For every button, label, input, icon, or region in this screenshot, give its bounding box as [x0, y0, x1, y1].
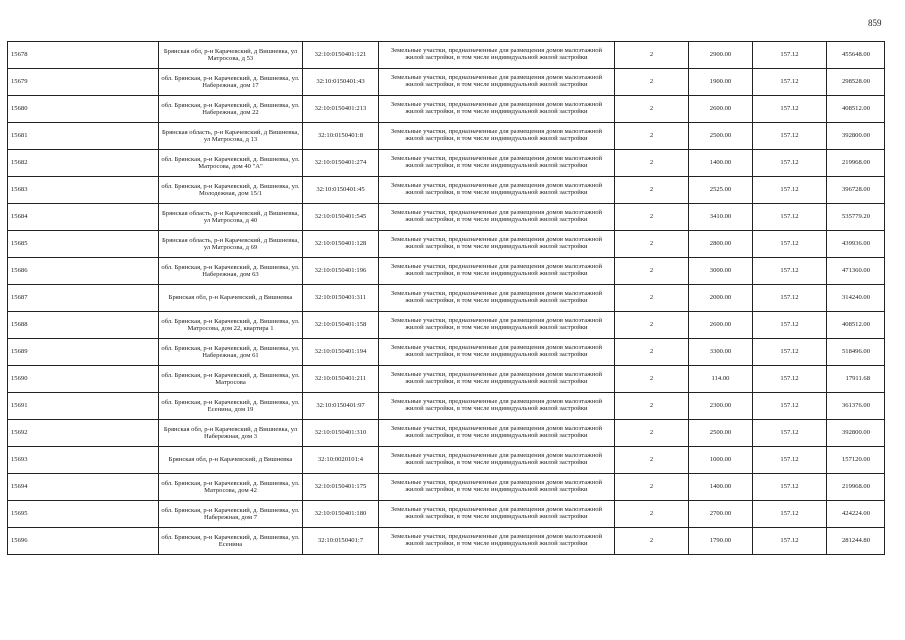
- parcel-area: 2600.00: [689, 312, 753, 339]
- cadastral-number: 32:10:0150401:175: [303, 474, 379, 501]
- cadastral-value: 408512.00: [827, 96, 885, 123]
- cadastral-value: 439936.00: [827, 231, 885, 258]
- cadastral-number: 32:10:0150401:180: [303, 501, 379, 528]
- group-code: 2: [615, 150, 689, 177]
- cadastral-number: 32:10:0150401:211: [303, 366, 379, 393]
- specific-value: 157.12: [753, 150, 827, 177]
- table-row: [8, 69, 885, 96]
- specific-value: 157.12: [753, 177, 827, 204]
- parcel-area: 2900.00: [689, 42, 753, 69]
- table-row: [8, 312, 885, 339]
- permitted-use: Земельные участки, предназначенные для размещения домов малоэтажной жилой застройки, в том числе индивидуальной жилой застройки: [379, 501, 615, 528]
- specific-value: 157.12: [753, 204, 827, 231]
- group-code: 2: [615, 285, 689, 312]
- parcel-area: 1000.00: [689, 447, 753, 474]
- group-code: 2: [615, 96, 689, 123]
- permitted-use: Земельные участки, предназначенные для размещения домов малоэтажной жилой застройки, в том числе индивидуальной жилой застройки: [379, 528, 615, 555]
- table-row: [8, 204, 885, 231]
- cadastral-number: 32:10:0150401:310: [303, 420, 379, 447]
- specific-value: 157.12: [753, 258, 827, 285]
- cadastral-number: 32:10:0150401:97: [303, 393, 379, 420]
- parcel-area: 1400.00: [689, 474, 753, 501]
- parcel-address: обл. Брянская, р-н Карачевский, д. Вишневка, ул. Матросова, дом 42: [159, 474, 303, 501]
- table-row: [8, 447, 885, 474]
- specific-value: 157.12: [753, 366, 827, 393]
- cadastral-number: 32:10:0150401:194: [303, 339, 379, 366]
- specific-value: 157.12: [753, 312, 827, 339]
- parcel-address: обл. Брянская, р-н Карачевский, д. Вишневка, ул. Есенина, дом 19: [159, 393, 303, 420]
- table-row: [8, 393, 885, 420]
- row-number: 15684: [8, 204, 159, 231]
- parcel-area: 1900.00: [689, 69, 753, 96]
- row-number: 15685: [8, 231, 159, 258]
- specific-value: 157.12: [753, 123, 827, 150]
- specific-value: 157.12: [753, 339, 827, 366]
- cadastral-number: 32:10:0150401:311: [303, 285, 379, 312]
- group-code: 2: [615, 393, 689, 420]
- cadastral-value: 361376.00: [827, 393, 885, 420]
- group-code: 2: [615, 204, 689, 231]
- parcel-address: обл. Брянская, р-н Карачевский, д. Вишневка, ул. Матросова, дом 40 "А": [159, 150, 303, 177]
- cadastral-value: 281244.80: [827, 528, 885, 555]
- row-number: 15678: [8, 42, 159, 69]
- row-number: 15679: [8, 69, 159, 96]
- row-number: 15691: [8, 393, 159, 420]
- group-code: 2: [615, 258, 689, 285]
- parcel-address: Брянская обл, р-н Карачевский, д Вишневка: [159, 285, 303, 312]
- table-row: [8, 501, 885, 528]
- row-number: 15693: [8, 447, 159, 474]
- cadastral-number: 32:10:0150401:274: [303, 150, 379, 177]
- cadastral-number: 32:10:0150401:8: [303, 123, 379, 150]
- group-code: 2: [615, 501, 689, 528]
- table-body: [8, 42, 885, 555]
- row-number: 15694: [8, 474, 159, 501]
- group-code: 2: [615, 42, 689, 69]
- specific-value: 157.12: [753, 447, 827, 474]
- table-row: [8, 366, 885, 393]
- parcel-area: 2525.00: [689, 177, 753, 204]
- parcel-address: обл. Брянская, р-н Карачевский, д. Вишневка, ул. Матросова: [159, 366, 303, 393]
- permitted-use: Земельные участки, предназначенные для размещения домов малоэтажной жилой застройки, в том числе индивидуальной жилой застройки: [379, 96, 615, 123]
- specific-value: 157.12: [753, 285, 827, 312]
- parcel-area: 3000.00: [689, 258, 753, 285]
- group-code: 2: [615, 177, 689, 204]
- table-row: [8, 474, 885, 501]
- row-number: 15681: [8, 123, 159, 150]
- parcel-address: обл. Брянская, р-н Карачевский, д. Вишневка, ул. Набережная, дом 22: [159, 96, 303, 123]
- parcel-area: 1790.00: [689, 528, 753, 555]
- specific-value: 157.12: [753, 231, 827, 258]
- cadastral-value: 535779.20: [827, 204, 885, 231]
- parcel-address: обл. Брянская, р-н Карачевский, д. Вишневка, ул. Молодежная, дом 15/1: [159, 177, 303, 204]
- table-row: [8, 231, 885, 258]
- permitted-use: Земельные участки, предназначенные для размещения домов малоэтажной жилой застройки, в том числе индивидуальной жилой застройки: [379, 123, 615, 150]
- table-row: [8, 258, 885, 285]
- cadastral-number: 32:10:0150401:128: [303, 231, 379, 258]
- group-code: 2: [615, 312, 689, 339]
- specific-value: 157.12: [753, 96, 827, 123]
- permitted-use: Земельные участки, предназначенные для размещения домов малоэтажной жилой застройки, в том числе индивидуальной жилой застройки: [379, 42, 615, 69]
- cadastral-number: 32:10:0150401:43: [303, 69, 379, 96]
- cadastral-value: 455648.00: [827, 42, 885, 69]
- cadastral-value: 17911.68: [827, 366, 885, 393]
- cadastral-value: 392800.00: [827, 123, 885, 150]
- parcel-area: 2500.00: [689, 420, 753, 447]
- cadastral-value: 408512.00: [827, 312, 885, 339]
- specific-value: 157.12: [753, 420, 827, 447]
- row-number: 15688: [8, 312, 159, 339]
- parcel-area: 2600.00: [689, 96, 753, 123]
- permitted-use: Земельные участки, предназначенные для размещения домов малоэтажной жилой застройки, в том числе индивидуальной жилой застройки: [379, 312, 615, 339]
- specific-value: 157.12: [753, 528, 827, 555]
- row-number: 15692: [8, 420, 159, 447]
- row-number: 15689: [8, 339, 159, 366]
- permitted-use: Земельные участки, предназначенные для размещения домов малоэтажной жилой застройки, в том числе индивидуальной жилой застройки: [379, 420, 615, 447]
- table-row: [8, 528, 885, 555]
- row-number: 15682: [8, 150, 159, 177]
- cadastral-value: 298528.00: [827, 69, 885, 96]
- cadastral-number: 32:10:0150401:213: [303, 96, 379, 123]
- table-row: [8, 42, 885, 69]
- cadastral-number: 32:10:0150401:45: [303, 177, 379, 204]
- cadastral-value: 219968.00: [827, 150, 885, 177]
- specific-value: 157.12: [753, 501, 827, 528]
- cadastral-value: 518496.00: [827, 339, 885, 366]
- parcel-area: 2700.00: [689, 501, 753, 528]
- cadastral-number: 32:10:0020101:4: [303, 447, 379, 474]
- parcel-address: обл. Брянская, р-н Карачевский, д. Вишневка, ул. Набережная, дом 17: [159, 69, 303, 96]
- parcel-area: 2800.00: [689, 231, 753, 258]
- group-code: 2: [615, 123, 689, 150]
- cadastral-value: 392800.00: [827, 420, 885, 447]
- specific-value: 157.12: [753, 474, 827, 501]
- permitted-use: Земельные участки, предназначенные для размещения домов малоэтажной жилой застройки, в том числе индивидуальной жилой застройки: [379, 231, 615, 258]
- permitted-use: Земельные участки, предназначенные для размещения домов малоэтажной жилой застройки, в том числе индивидуальной жилой застройки: [379, 393, 615, 420]
- table-row: [8, 123, 885, 150]
- parcel-address: Брянская обл, р-н Карачевский, д Вишневка, ул Матросова, д 53: [159, 42, 303, 69]
- row-number: 15687: [8, 285, 159, 312]
- permitted-use: Земельные участки, предназначенные для размещения домов малоэтажной жилой застройки, в том числе индивидуальной жилой застройки: [379, 339, 615, 366]
- permitted-use: Земельные участки, предназначенные для размещения домов малоэтажной жилой застройки, в том числе индивидуальной жилой застройки: [379, 285, 615, 312]
- table-row: [8, 177, 885, 204]
- parcel-address: Брянская обл, р-н Карачевский, д Вишневка, ул Набережная, дом 3: [159, 420, 303, 447]
- land-parcel-table: [7, 41, 885, 555]
- group-code: 2: [615, 420, 689, 447]
- specific-value: 157.12: [753, 393, 827, 420]
- permitted-use: Земельные участки, предназначенные для размещения домов малоэтажной жилой застройки, в том числе индивидуальной жилой застройки: [379, 366, 615, 393]
- cadastral-number: 32:10:0150401:158: [303, 312, 379, 339]
- cadastral-value: 314240.00: [827, 285, 885, 312]
- row-number: 15680: [8, 96, 159, 123]
- cadastral-number: 32:10:0150401:545: [303, 204, 379, 231]
- cadastral-number: 32:10:0150401:196: [303, 258, 379, 285]
- cadastral-number: 32:10:0150401:7: [303, 528, 379, 555]
- cadastral-value: 157120.00: [827, 447, 885, 474]
- cadastral-value: 424224.00: [827, 501, 885, 528]
- cadastral-value: 219968.00: [827, 474, 885, 501]
- row-number: 15695: [8, 501, 159, 528]
- table-row: [8, 150, 885, 177]
- parcel-address: Брянская область, р-н Карачевский, д Вишневка, ул Матросова, д 13: [159, 123, 303, 150]
- parcel-area: 3300.00: [689, 339, 753, 366]
- table-row: [8, 96, 885, 123]
- permitted-use: Земельные участки, предназначенные для размещения домов малоэтажной жилой застройки, в том числе индивидуальной жилой застройки: [379, 474, 615, 501]
- parcel-address: Брянская область, р-н Карачевский, д Вишневка, ул Матросова, д 40: [159, 204, 303, 231]
- permitted-use: Земельные участки, предназначенные для размещения домов малоэтажной жилой застройки, в том числе индивидуальной жилой застройки: [379, 447, 615, 474]
- permitted-use: Земельные участки, предназначенные для размещения домов малоэтажной жилой застройки, в том числе индивидуальной жилой застройки: [379, 69, 615, 96]
- parcel-address: обл. Брянская, р-н Карачевский, д. Вишневка, ул. Матросова, дом 22, квартира 1: [159, 312, 303, 339]
- row-number: 15690: [8, 366, 159, 393]
- specific-value: 157.12: [753, 42, 827, 69]
- parcel-area: 2000.00: [689, 285, 753, 312]
- table-row: [8, 285, 885, 312]
- specific-value: 157.12: [753, 69, 827, 96]
- permitted-use: Земельные участки, предназначенные для размещения домов малоэтажной жилой застройки, в том числе индивидуальной жилой застройки: [379, 204, 615, 231]
- cadastral-number: 32:10:0150401:121: [303, 42, 379, 69]
- permitted-use: Земельные участки, предназначенные для размещения домов малоэтажной жилой застройки, в том числе индивидуальной жилой застройки: [379, 150, 615, 177]
- parcel-address: Брянская обл, р-н Карачевский, д Вишневка: [159, 447, 303, 474]
- table-row: [8, 339, 885, 366]
- group-code: 2: [615, 474, 689, 501]
- group-code: 2: [615, 528, 689, 555]
- group-code: 2: [615, 447, 689, 474]
- permitted-use: Земельные участки, предназначенные для размещения домов малоэтажной жилой застройки, в том числе индивидуальной жилой застройки: [379, 177, 615, 204]
- parcel-area: 2300.00: [689, 393, 753, 420]
- parcel-area: 1400.00: [689, 150, 753, 177]
- group-code: 2: [615, 231, 689, 258]
- parcel-area: 114.00: [689, 366, 753, 393]
- parcel-address: обл. Брянская, р-н Карачевский, д. Вишневка, ул. Есенина: [159, 528, 303, 555]
- group-code: 2: [615, 69, 689, 96]
- cadastral-value: 471360.00: [827, 258, 885, 285]
- permitted-use: Земельные участки, предназначенные для размещения домов малоэтажной жилой застройки, в том числе индивидуальной жилой застройки: [379, 258, 615, 285]
- parcel-area: 2500.00: [689, 123, 753, 150]
- page-number: 859: [868, 18, 882, 28]
- table-row: [8, 420, 885, 447]
- row-number: 15696: [8, 528, 159, 555]
- cadastral-value: 396728.00: [827, 177, 885, 204]
- parcel-address: Брянская область, р-н Карачевский, д Вишневка, ул Матросова, д 69: [159, 231, 303, 258]
- parcel-address: обл. Брянская, р-н Карачевский, д. Вишневка, ул. Набережная, дом 63: [159, 258, 303, 285]
- parcel-address: обл. Брянская, р-н Карачевский, д. Вишневка, ул. Набережная, дом 7: [159, 501, 303, 528]
- parcel-address: обл. Брянская, р-н Карачевский, д. Вишневка, ул. Набережная, дом 61: [159, 339, 303, 366]
- group-code: 2: [615, 339, 689, 366]
- parcel-area: 3410.00: [689, 204, 753, 231]
- group-code: 2: [615, 366, 689, 393]
- row-number: 15686: [8, 258, 159, 285]
- row-number: 15683: [8, 177, 159, 204]
